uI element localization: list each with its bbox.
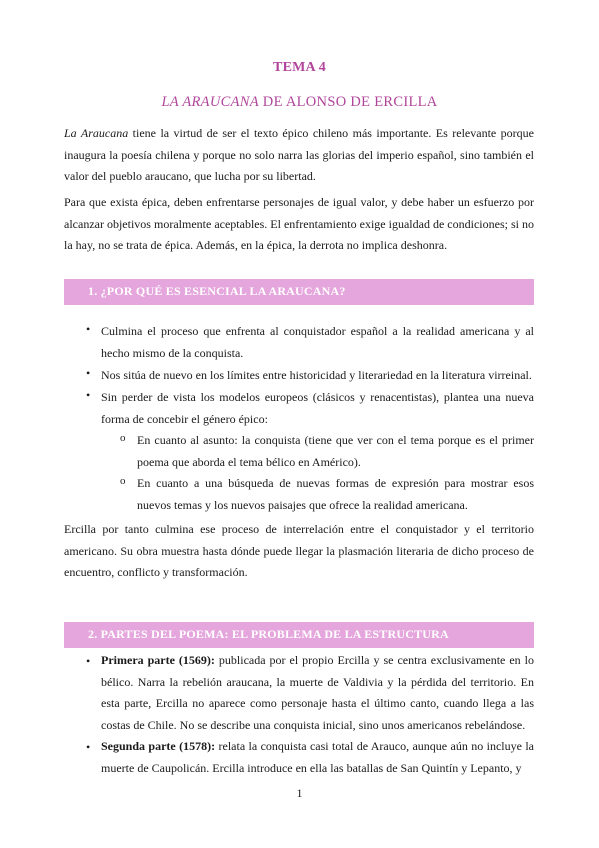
- bullet-dot-icon: •: [86, 388, 91, 402]
- part-2-label: Segunda parte (1578):: [101, 739, 216, 753]
- subtitle-rest: DE ALONSO DE ERCILLA: [258, 94, 438, 110]
- page-number: 1: [296, 786, 303, 800]
- bullet-dot-icon: •: [86, 740, 91, 754]
- bullet-dot-icon: •: [86, 322, 91, 336]
- section-2-heading-bar: [64, 622, 534, 648]
- section-2-bullet-2: [101, 736, 534, 779]
- intro-paragraph-2: Para que exista épica, deben enfrentarse personajes de igual valor, y debe haber un esfuerzo por alcanzar objetivos moralmente aceptables. El enfrentamiento exige igualdad de condiciones; si no la hay, no se trata de épica. Además, en la épica, la derrota no implica deshonra.: [64, 195, 534, 252]
- section-1-heading-bar: [64, 279, 534, 305]
- section-1-bullet-1: Culmina el proceso que enfrenta al conquistador español a la realidad americana y al hecho mismo de la conquista.: [101, 324, 534, 360]
- section-2-heading: 2. PARTES DEL POEMA: EL PROBLEMA DE LA ESTRUCTURA: [88, 627, 449, 641]
- intro-p1-text: tiene la virtud de ser el texto épico chileno más importante. Es relevante porque inaugura la poesía chilena y porque no solo narra las glorias del imperio español, sino también el valor del pueblo araucano, que lucha por su libertad.: [64, 126, 534, 183]
- section-1-bullet-2: Nos sitúa de nuevo en los límites entre historicidad y literariedad en la literatura virreinal.: [101, 368, 532, 382]
- bullet-dot-icon: •: [86, 366, 91, 380]
- intro-paragraph-1: [64, 123, 534, 188]
- page-subtitle: [0, 94, 599, 111]
- section-1-sub-bullet-2: En cuanto a una búsqueda de nuevas formas de expresión para mostrar esos nuevos temas y los nuevos paisajes que ofrece la realidad americana.: [137, 476, 534, 512]
- part-1-label: Primera parte (1569):: [101, 653, 215, 667]
- part-1-text: publicada por el propio Ercilla y se centra exclusivamente en lo bélico. Narra la rebelión araucana, la muerte de Valdivia y la pérdida del territorio. En esta parte, Ercilla no aparece como personaje hasta el último canto, cuando llega a las costas de Chile. No se describe una conquista inicial, sino unos americanos rebelándose.: [101, 653, 535, 732]
- work-title: La Araucana: [64, 126, 129, 140]
- section-2-bullet-1: [101, 650, 534, 736]
- section-1-bullet-3: Sin perder de vista los modelos europeos (clásicos y renacentistas), plantea una nueva forma de concebir el género épico:: [101, 390, 534, 426]
- section-1-sub-bullet-1: En cuanto al asunto: la conquista (tiene que ver con el tema porque es el primer poema que aborda el tema bélico en Américo).: [137, 433, 534, 469]
- subtitle-italic: LA ARAUCANA: [161, 94, 259, 110]
- section-1-closing-paragraph: Ercilla por tanto culmina ese proceso de interrelación entre el conquistador y el territorio americano. Su obra muestra hasta dónde puede llegar la plasmación literaria de dicho proceso de encuentro, conflicto y transformación.: [64, 522, 534, 579]
- section-1-heading: 1. ¿POR QUÉ ES ESENCIAL LA ARAUCANA?: [88, 284, 346, 298]
- sub-bullet-circle-icon: o: [120, 475, 126, 487]
- sub-bullet-circle-icon: o: [120, 432, 126, 444]
- bullet-dot-icon: •: [86, 654, 91, 668]
- part-2-text: relata la conquista casi total de Arauco, aunque aún no incluye la muerte de Caupolicán. Ercilla introduce en ella las batallas de San Quintín y Lepanto, y: [101, 739, 534, 775]
- page-title: TEMA 4: [273, 60, 326, 75]
